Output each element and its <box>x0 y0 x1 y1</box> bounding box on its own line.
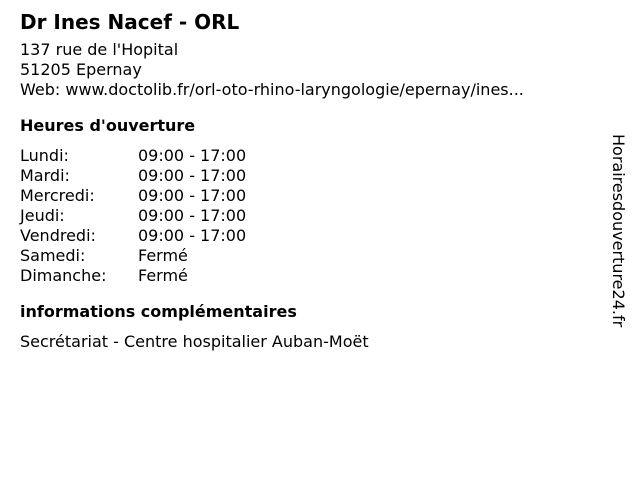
listing <box>20 8 610 352</box>
additional-info-text: Secrétariat - Centre hospitalier Auban-Moët <box>20 332 369 351</box>
day-hours: 09:00 - 17:00 <box>138 146 247 165</box>
day-hours: Fermé <box>138 246 188 265</box>
address-street: 137 rue de l'Hopital <box>20 40 179 59</box>
hours-row-thursday <box>20 206 610 226</box>
additional-info-heading: informations complémentaires <box>20 302 297 321</box>
address-city: 51205 Epernay <box>20 60 142 79</box>
hours-row-friday <box>20 226 610 246</box>
day-label: Dimanche: <box>20 266 107 285</box>
website-line: Web: www.doctolib.fr/orl-oto-rhino-laryngologie/epernay/ines... <box>20 80 524 99</box>
page-title: Dr Ines Nacef - ORL <box>20 10 240 34</box>
hours-row-wednesday <box>20 186 610 206</box>
site-watermark: Horairesdouverture24.fr <box>609 134 628 328</box>
day-hours: 09:00 - 17:00 <box>138 206 247 225</box>
day-label: Mardi: <box>20 166 70 185</box>
day-hours: 09:00 - 17:00 <box>138 226 247 245</box>
day-label: Vendredi: <box>20 226 96 245</box>
day-label: Samedi: <box>20 246 86 265</box>
hours-row-saturday <box>20 246 610 266</box>
day-hours: 09:00 - 17:00 <box>138 186 247 205</box>
opening-hours-list <box>20 146 610 286</box>
day-hours: Fermé <box>138 266 188 285</box>
day-label: Mercredi: <box>20 186 95 205</box>
day-hours: 09:00 - 17:00 <box>138 166 247 185</box>
opening-hours-heading: Heures d'ouverture <box>20 116 196 135</box>
day-label: Lundi: <box>20 146 69 165</box>
hours-row-monday <box>20 146 610 166</box>
hours-row-sunday <box>20 266 610 286</box>
hours-row-tuesday <box>20 166 610 186</box>
day-label: Jeudi: <box>20 206 65 225</box>
